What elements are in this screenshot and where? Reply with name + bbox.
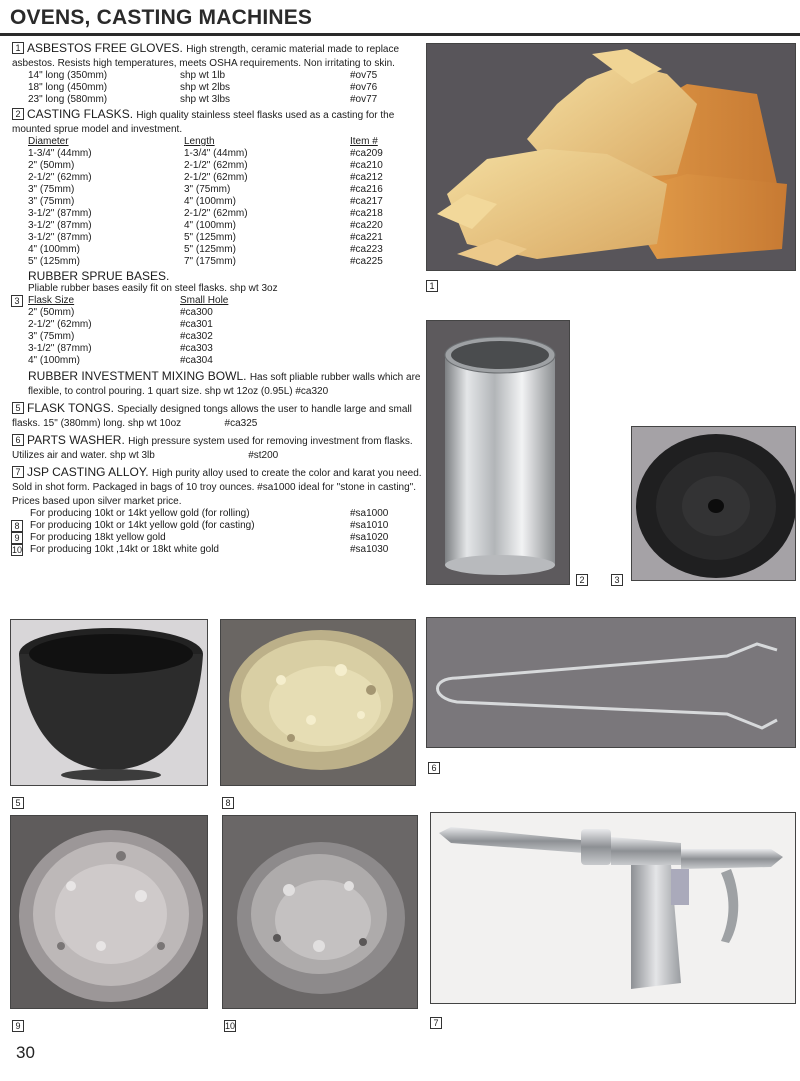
page-header bbox=[0, 0, 800, 40]
table-row bbox=[12, 331, 422, 343]
item-number: #ca209 bbox=[350, 148, 383, 159]
item-number: #ca210 bbox=[350, 160, 383, 171]
table-row bbox=[12, 319, 422, 331]
section-title: PARTS WASHER. bbox=[27, 433, 125, 447]
parts-washer-gun-illustration bbox=[431, 813, 796, 1004]
ship-weight: shp wt 3lbs bbox=[180, 94, 231, 105]
item-number: #ov75 bbox=[350, 70, 378, 81]
section-number-badge: 2 bbox=[12, 108, 24, 120]
figure-number-badge: 7 bbox=[430, 1017, 442, 1029]
flask-diameter: 4" (100mm) bbox=[28, 244, 80, 255]
section-title: JSP CASTING ALLOY. bbox=[27, 465, 149, 479]
flask-length: 5" (125mm) bbox=[184, 244, 236, 255]
table-row bbox=[12, 520, 422, 532]
section-number-badge: 10 bbox=[12, 545, 23, 555]
yellow-gold-shot-illustration bbox=[221, 620, 416, 786]
item-number: #ca225 bbox=[350, 256, 383, 267]
column-header-length: Length bbox=[184, 136, 215, 147]
table-row bbox=[12, 94, 422, 106]
table-row bbox=[12, 544, 422, 556]
table-row bbox=[12, 355, 422, 367]
table-row bbox=[12, 232, 422, 244]
flask-length: 2-1/2" (62mm) bbox=[184, 172, 248, 183]
section-description: High strength, ceramic material made to replace asbestos. Resists high temperatures, meets OSHA requirements. Non irritating to skin. bbox=[12, 44, 400, 69]
table-row bbox=[12, 160, 422, 172]
sprue-rows bbox=[12, 307, 422, 367]
glove-size: 23" long (580mm) bbox=[28, 94, 108, 105]
flask-length: 2-1/2" (62mm) bbox=[184, 160, 248, 171]
photo-label bbox=[428, 759, 443, 777]
item-number: #ca325 bbox=[224, 418, 258, 429]
flask-diameter: 3" (75mm) bbox=[28, 184, 75, 195]
table-row bbox=[12, 148, 422, 160]
flask-tongs-illustration bbox=[427, 618, 796, 748]
18kt-gold-shot-illustration bbox=[11, 816, 208, 1009]
figure-number-badge: 5 bbox=[12, 797, 24, 809]
table-row bbox=[12, 343, 422, 355]
section-number-badge: 7 bbox=[12, 466, 24, 478]
flask-length: 7" (175mm) bbox=[184, 256, 236, 267]
column-header-diameter: Diameter bbox=[28, 136, 69, 147]
item-number: #ca304 bbox=[180, 355, 213, 366]
glove-size: 14" long (350mm) bbox=[28, 70, 108, 81]
photo-label bbox=[426, 277, 441, 295]
18kt-gold-shot-photo bbox=[10, 815, 208, 1009]
figure-number-badge: 1 bbox=[426, 280, 438, 292]
table-row bbox=[12, 82, 422, 94]
flask-diameter: 1-3/4" (44mm) bbox=[28, 148, 92, 159]
flask-length: 4" (100mm) bbox=[184, 220, 236, 231]
gloves-illustration bbox=[427, 44, 796, 271]
section-number-badge: 5 bbox=[12, 402, 24, 414]
white-gold-shot-photo bbox=[222, 815, 418, 1009]
white-gold-shot-illustration bbox=[223, 816, 418, 1009]
flask-rows bbox=[12, 148, 422, 268]
mixing-bowl-illustration bbox=[11, 620, 208, 786]
flask-length: 5" (125mm) bbox=[184, 232, 236, 243]
figure-number-badge: 6 bbox=[428, 762, 440, 774]
item-number: #ca216 bbox=[350, 184, 383, 195]
section-gloves bbox=[12, 42, 422, 106]
flask-size: 2" (50mm) bbox=[28, 307, 75, 318]
table-row bbox=[12, 256, 422, 268]
alloy-description: For producing 10kt ,14kt or 18kt white gold bbox=[30, 544, 219, 555]
product-text-column bbox=[12, 42, 422, 558]
item-number: #sa1020 bbox=[350, 532, 389, 543]
header-rule bbox=[0, 33, 800, 36]
section-description: High purity alloy used to create the color and karat you need. Sold in shot form. Packaged in bags of 10 troy ounces. #sa1000 ideal for "stone in casting". Prices based upon silver market price. bbox=[12, 468, 422, 507]
flask-length: 4" (100mm) bbox=[184, 196, 236, 207]
column-header-flask-size: Flask Size bbox=[28, 295, 75, 306]
flask-size: 2-1/2" (62mm) bbox=[28, 319, 92, 330]
alloy-description: For producing 18kt yellow gold bbox=[30, 532, 166, 543]
photo-label bbox=[12, 1017, 27, 1035]
section-number-badge: 1 bbox=[12, 42, 24, 54]
glove-size: 18" long (450mm) bbox=[28, 82, 108, 93]
item-number: #ca301 bbox=[180, 319, 213, 330]
figure-number-badge: 10 bbox=[225, 1021, 236, 1031]
flask-diameter: 3-1/2" (87mm) bbox=[28, 232, 92, 243]
item-number: #ov77 bbox=[350, 94, 378, 105]
item-number: #ca212 bbox=[350, 172, 383, 183]
flask-illustration bbox=[427, 321, 570, 585]
flask-diameter: 3-1/2" (87mm) bbox=[28, 220, 92, 231]
sprue-base-photo bbox=[631, 426, 796, 581]
section-title: CASTING FLASKS. bbox=[27, 107, 134, 121]
yellow-gold-shot-photo bbox=[220, 619, 416, 786]
item-number: #ca218 bbox=[350, 208, 383, 219]
table-row bbox=[12, 307, 422, 319]
item-number: #ca223 bbox=[350, 244, 383, 255]
ship-weight: shp wt 2lbs bbox=[180, 82, 231, 93]
mixing-bowl-photo bbox=[10, 619, 208, 786]
item-number: #ca217 bbox=[350, 196, 383, 207]
section-description: Specially designed tongs allows the user to handle large and small flasks. 15" (380mm) long. shp wt 10oz bbox=[12, 404, 412, 429]
photo-label bbox=[430, 1014, 445, 1032]
flask-size: 3-1/2" (87mm) bbox=[28, 343, 92, 354]
flask-length: 1-3/4" (44mm) bbox=[184, 148, 248, 159]
table-row bbox=[12, 208, 422, 220]
alloy-description: For producing 10kt or 14kt yellow gold (for casting) bbox=[30, 520, 255, 531]
table-header bbox=[12, 295, 422, 307]
photo-label bbox=[224, 1017, 239, 1035]
page-title: OVENS, CASTING MACHINES bbox=[10, 6, 313, 29]
section-parts-washer bbox=[12, 434, 422, 462]
flask-size: 4" (100mm) bbox=[28, 355, 80, 366]
section-description: Pliable rubber bases easily fit on steel flasks. shp wt 3oz bbox=[28, 283, 278, 294]
item-number: #ca303 bbox=[180, 343, 213, 354]
parts-washer-gun-photo bbox=[430, 812, 796, 1004]
flask-diameter: 2" (50mm) bbox=[28, 160, 75, 171]
photo-label bbox=[222, 794, 237, 812]
column-header-item: Item # bbox=[350, 136, 378, 147]
flask-diameter: 3-1/2" (87mm) bbox=[28, 208, 92, 219]
item-number: #ca221 bbox=[350, 232, 383, 243]
section-casting-flasks bbox=[12, 108, 422, 268]
item-number: #ca300 bbox=[180, 307, 213, 318]
table-header bbox=[12, 136, 422, 148]
section-description: High quality stainless steel flasks used as a casting for the mounted sprue model and investment. bbox=[12, 110, 395, 135]
alloy-description: For producing 10kt or 14kt yellow gold (for rolling) bbox=[30, 508, 250, 519]
photo-label bbox=[611, 571, 626, 589]
flask-tongs-photo bbox=[426, 617, 796, 748]
sprue-base-illustration bbox=[632, 427, 796, 581]
item-number: #st200 bbox=[248, 450, 279, 461]
item-number: #ov76 bbox=[350, 82, 378, 93]
flask-diameter: 2-1/2" (62mm) bbox=[28, 172, 92, 183]
table-row bbox=[12, 532, 422, 544]
figure-number-badge: 9 bbox=[12, 1020, 24, 1032]
item-number: #ca220 bbox=[350, 220, 383, 231]
flask-diameter: 5" (125mm) bbox=[28, 256, 80, 267]
flask-length: 2-1/2" (62mm) bbox=[184, 208, 248, 219]
page-number: 30 bbox=[16, 1043, 35, 1062]
item-number: #sa1030 bbox=[350, 544, 389, 555]
photo-label bbox=[12, 794, 27, 812]
table-row bbox=[12, 196, 422, 208]
gloves-photo bbox=[426, 43, 796, 271]
section-number-badge: 6 bbox=[12, 434, 24, 446]
item-number: #sa1000 bbox=[350, 508, 389, 519]
section-description: Has soft pliable rubber walls which are flexible, to control pouring. 1 quart size. shp wt 12oz (0.95L) #ca320 bbox=[28, 372, 421, 397]
section-title: FLASK TONGS. bbox=[27, 401, 114, 415]
section-mixing-bowl bbox=[12, 370, 422, 398]
flask-diameter: 3" (75mm) bbox=[28, 196, 75, 207]
photo-label bbox=[576, 571, 591, 589]
table-row bbox=[12, 172, 422, 184]
flask-photo bbox=[426, 320, 570, 585]
figure-number-badge: 8 bbox=[222, 797, 234, 809]
table-row bbox=[12, 184, 422, 196]
section-sprue-bases bbox=[12, 270, 422, 367]
table-row bbox=[12, 70, 422, 82]
section-title: RUBBER SPRUE BASES. bbox=[28, 269, 170, 283]
item-number: #sa1010 bbox=[350, 520, 389, 531]
section-title: RUBBER INVESTMENT MIXING BOWL. bbox=[28, 369, 247, 383]
figure-number-badge: 2 bbox=[576, 574, 588, 586]
section-flask-tongs bbox=[12, 402, 422, 430]
column-header-small-hole: Small Hole bbox=[180, 295, 229, 306]
table-row bbox=[12, 244, 422, 256]
figure-number-badge: 3 bbox=[611, 574, 623, 586]
section-title: ASBESTOS FREE GLOVES. bbox=[27, 41, 183, 55]
ship-weight: shp wt 1lb bbox=[180, 70, 226, 81]
section-number-badge: 8 bbox=[11, 520, 23, 532]
section-number-badge: 3 bbox=[11, 295, 23, 307]
table-row bbox=[12, 220, 422, 232]
section-casting-alloy bbox=[12, 466, 422, 556]
alloy-rows bbox=[12, 508, 422, 556]
item-number: #ca302 bbox=[180, 331, 213, 342]
flask-size: 3" (75mm) bbox=[28, 331, 75, 342]
section-description: High pressure system used for removing investment from flasks. Utilizes air and water. shp wt 3lb bbox=[12, 436, 413, 461]
flask-length: 3" (75mm) bbox=[184, 184, 231, 195]
section-number-badge: 9 bbox=[11, 532, 23, 544]
table-row bbox=[12, 508, 422, 520]
